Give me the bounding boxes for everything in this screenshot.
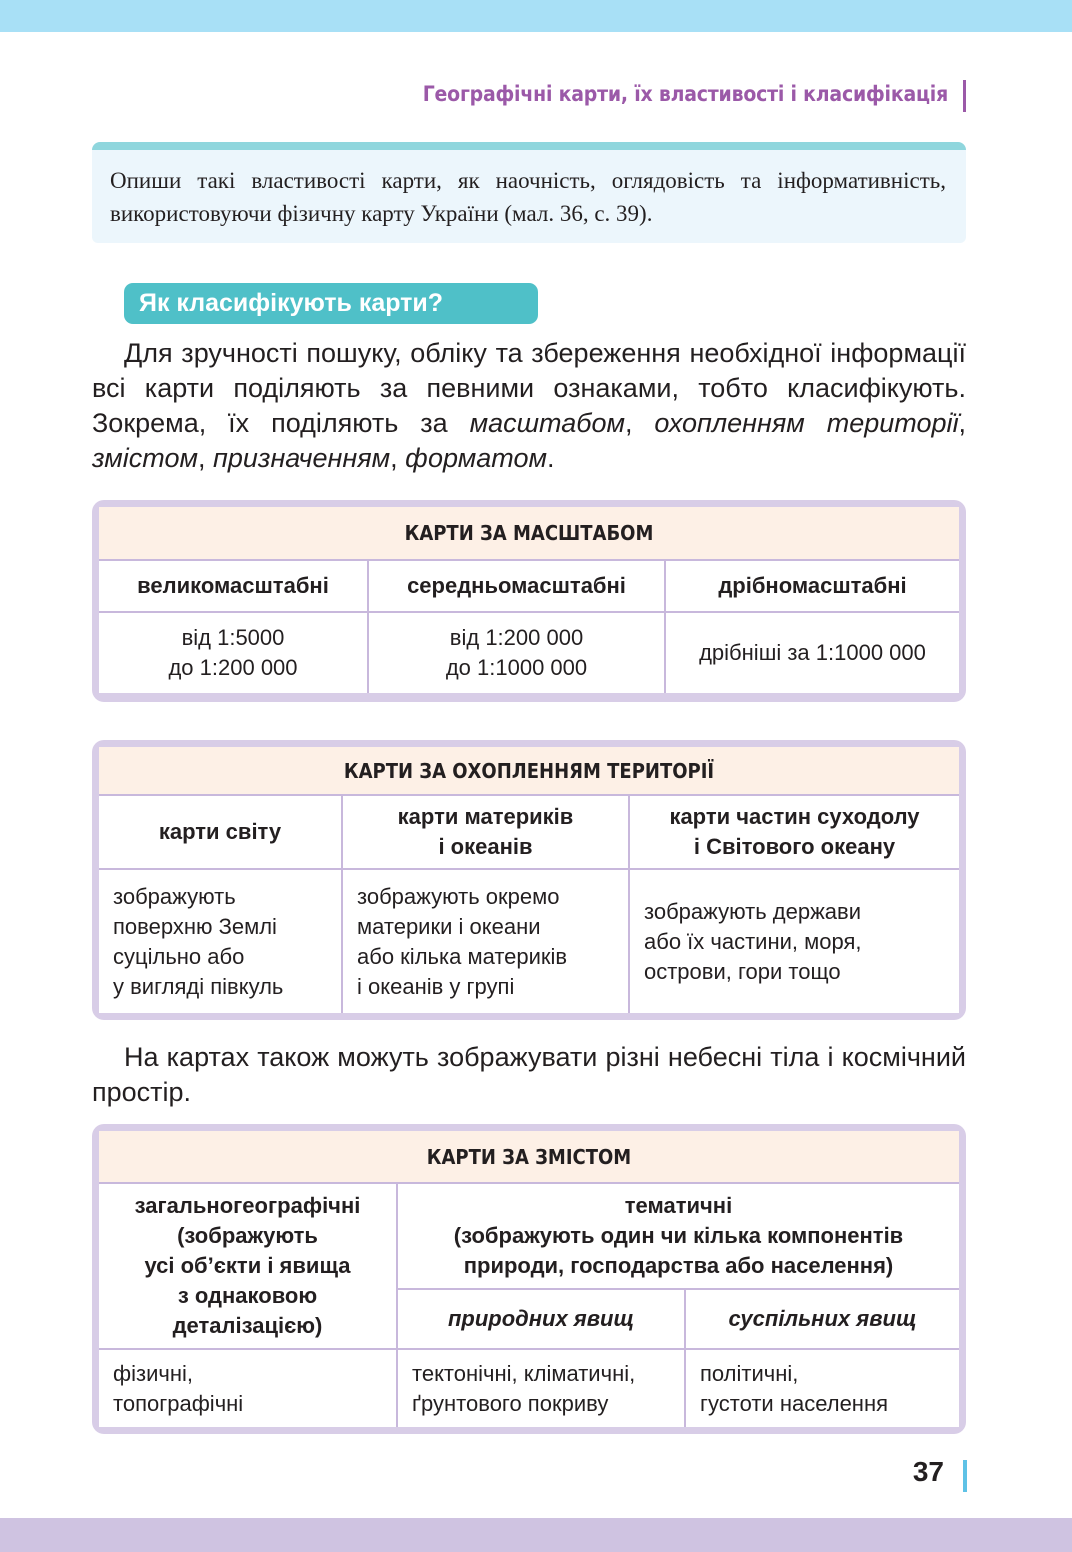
running-header-title: Географічні карти, їх властивості і класифікація [422, 82, 948, 106]
general-maps-header: загальногеографічні (зображують усі об’єкти і явища з однаковою деталізацією) [134, 1193, 361, 1338]
header-divider [963, 80, 966, 112]
table-territory [99, 747, 959, 1013]
table-caption: КАРТИ ЗА МАСШТАБОМ [99, 507, 959, 560]
table-cell: зображують поверхню Землі суцільно або у вигляді півкуль [113, 883, 284, 999]
column-header: дрібномасштабні [665, 560, 959, 612]
intro-text: Для зручності пошуку, обліку та збереження необхідної інформації всі карти поділяють за певними ознаками, тобто класифікують. Зокрема, їх поділяють за [92, 338, 966, 438]
table-cell: зображують держави або їх частини, моря, острови, гори тощо [644, 898, 862, 984]
table-cell: дрібніші за 1:1000 000 [699, 640, 926, 665]
sep: , [624, 408, 655, 438]
table-scale [99, 507, 959, 693]
intro-paragraph [92, 336, 966, 476]
page-number-bar [963, 1460, 967, 1492]
bottom-color-band [0, 1518, 1072, 1552]
column-header: карти світу [158, 819, 282, 844]
table-cell: фізичні, топографічні [113, 1360, 244, 1416]
top-color-band [0, 0, 1072, 32]
subheader-social: суспільних явищ [685, 1289, 959, 1349]
term-scale: масштабом [469, 408, 625, 438]
table-content [99, 1131, 959, 1427]
task-text: Опиши такі властивості карти, як наочність, оглядовість та інформативність, використовуючи фізичну карту України (мал. 36, с. 39). [110, 168, 946, 226]
column-header: карти материків і океанів [397, 804, 574, 859]
thematic-maps-header: тематичні (зображують один чи кілька компонентів природи, господарства або населення) [453, 1193, 904, 1278]
column-header: карти частин суходолу і Світового океану [669, 804, 920, 859]
column-header: середньомасштабні [368, 560, 665, 612]
table-caption: КАРТИ ЗА ОХОПЛЕННЯМ ТЕРИТОРІЇ [99, 747, 959, 795]
column-header: великомасштабні [99, 560, 368, 612]
sep: , [390, 443, 406, 473]
page-number: 37 [912, 1456, 944, 1487]
table-caption: КАРТИ ЗА ЗМІСТОМ [99, 1131, 959, 1183]
term-territory: охопленням території [654, 408, 959, 438]
table-cell: політичні, густоти населення [700, 1360, 889, 1416]
section-title: Як класифікують карти? [124, 283, 538, 324]
table-cell: від 1:5000 до 1:200 000 [168, 625, 298, 680]
middle-paragraph [92, 1040, 966, 1110]
task-box [92, 142, 966, 243]
table-cell: зображують окремо материки і океани або кілька материків і океанів у групі [357, 883, 568, 999]
table-content-frame [92, 1124, 966, 1434]
sep: , [197, 443, 213, 473]
subheader-natural: природних явищ [397, 1289, 685, 1349]
term-format: форматом [405, 443, 548, 473]
term-purpose: призначенням [213, 443, 391, 473]
table-cell: від 1:200 000 до 1:1000 000 [445, 625, 588, 680]
term-content: змістом [92, 443, 198, 473]
table-cell: тектонічні, кліматичні, ґрунтового покриву [412, 1360, 636, 1416]
sep: . [547, 443, 555, 473]
middle-text: На картах також можуть зображувати різні небесні тіла і космічний простір. [92, 1042, 966, 1107]
table-scale-frame [92, 500, 966, 702]
table-territory-frame [92, 740, 966, 1020]
sep: , [958, 408, 966, 438]
